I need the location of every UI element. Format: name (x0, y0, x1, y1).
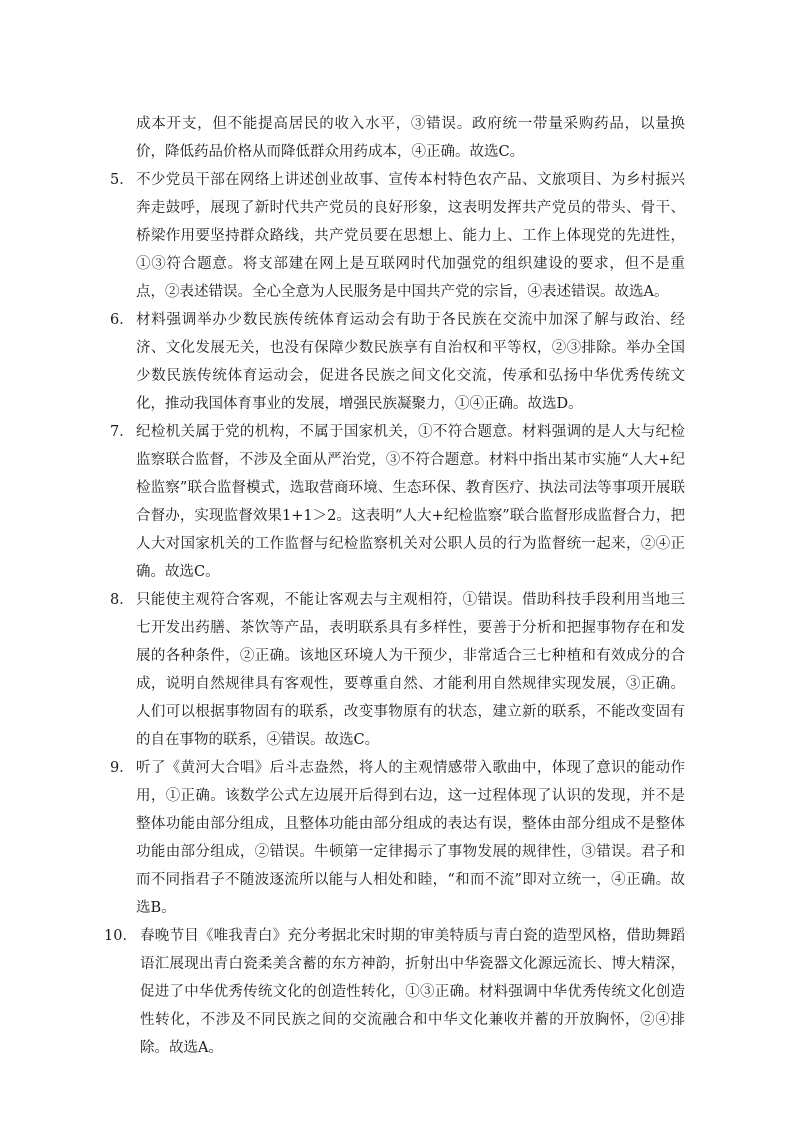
item-number: 6． (110, 312, 134, 328)
paragraph-text: 春晚节目《唯我青白》充分考据北宋时期的审美特质与青白瓷的造型风格，借助舞蹈语汇展现出青白瓷柔美含蓄的东方神韵，折射出中华瓷器文化源远流长、博大精深，促进了中华优秀传统文化的创造性转化，①③正确。材料强调中华优秀传统文化创造性转化，不涉及不同民族之间的交流融合和中华文化兼收并蓄的开放胸怀，②④排除。故选A。 (140, 928, 685, 1056)
item-number: 9． (110, 760, 134, 776)
answer-item-8 (110, 586, 685, 754)
item-number: 10． (104, 928, 137, 944)
item-number: 5． (110, 172, 134, 188)
answer-explanations (104, 110, 685, 1062)
paragraph-text: 只能使主观符合客观，不能让客观去与主观相符，①错误。借助科技手段利用当地三七开发出药膳、茶饮等产品，表明联系具有多样性，要善于分析和把握事物存在和发展的各种条件，②正确。该地区环境人为干预少，非常适合三七种植和有效成分的合成，说明自然规律具有客观性，要尊重自然、才能利用自然规律实现发展，③正确。人们可以根据事物固有的联系，改变事物原有的状态，建立新的联系，不能改变固有的自在事物的联系，④错误。故选C。 (136, 592, 685, 748)
paragraph-text: 听了《黄河大合唱》后斗志盎然，将人的主观情感带入歌曲中，体现了意识的能动作用，①正确。该数学公式左边展开后得到右边，这一过程体现了认识的发现，并不是整体功能由部分组成，且整体功能由部分组成的表达有误，整体由部分组成不是整体功能由部分组成，②错误。牛顿第一定律揭示了事物发展的规律性，③错误。君子和而不同指君子不随波逐流所以能与人相处和睦，“和而不流”即对立统一，④正确。故选B。 (136, 760, 685, 916)
paragraph-text: 纪检机关属于党的机构，不属于国家机关，①不符合题意。材料强调的是人大与纪检监察联合监督，不涉及全面从严治党，③不符合题意。材料中指出某市实施“人大+纪检监察”联合监督模式，选取营商环境、生态环保、教育医疗、执法司法等事项开展联合督办，实现监督效果1+1＞2。这表明“人大+纪检监察”联合监督形成监督合力，把人大对国家机关的工作监督与纪检监察机关对公职人员的行为监督统一起来，②④正确。故选C。 (136, 424, 685, 580)
answer-item-7 (110, 418, 685, 586)
answer-item-6 (110, 306, 685, 418)
paragraph-text: 材料强调举办少数民族传统体育运动会有助于各民族在交流中加深了解与政治、经济、文化发展无关，也没有保障少数民族享有自治权和平等权，②③排除。举办全国少数民族传统体育运动会，促进各民族之间文化交流，传承和弘扬中华优秀传统文化，推动我国体育事业的发展，增强民族凝聚力，①④正确。故选D。 (136, 312, 685, 412)
paragraph-continued (110, 110, 685, 166)
answer-item-5 (110, 166, 685, 306)
answer-item-10 (104, 922, 685, 1062)
paragraph-text: 不少党员干部在网络上讲述创业故事、宣传本村特色农产品、文旅项目、为乡村振兴奔走鼓呼，展现了新时代共产党员的良好形象，这表明发挥共产党员的带头、骨干、桥梁作用要坚持群众路线，共产党员要在思想上、能力上、工作上体现党的先进性，①③符合题意。将支部建在网上是互联网时代加强党的组织建设的要求，但不是重点，②表述错误。全心全意为人民服务是中国共产党的宗旨，④表述错误。故选A。 (136, 172, 685, 300)
answer-item-9 (110, 754, 685, 922)
item-number: 7． (110, 424, 134, 440)
paragraph-text: 成本开支，但不能提高居民的收入水平，③错误。政府统一带量采购药品，以量换价，降低药品价格从而降低群众用药成本，④正确。故选C。 (136, 116, 685, 160)
item-number: 8． (110, 592, 134, 608)
